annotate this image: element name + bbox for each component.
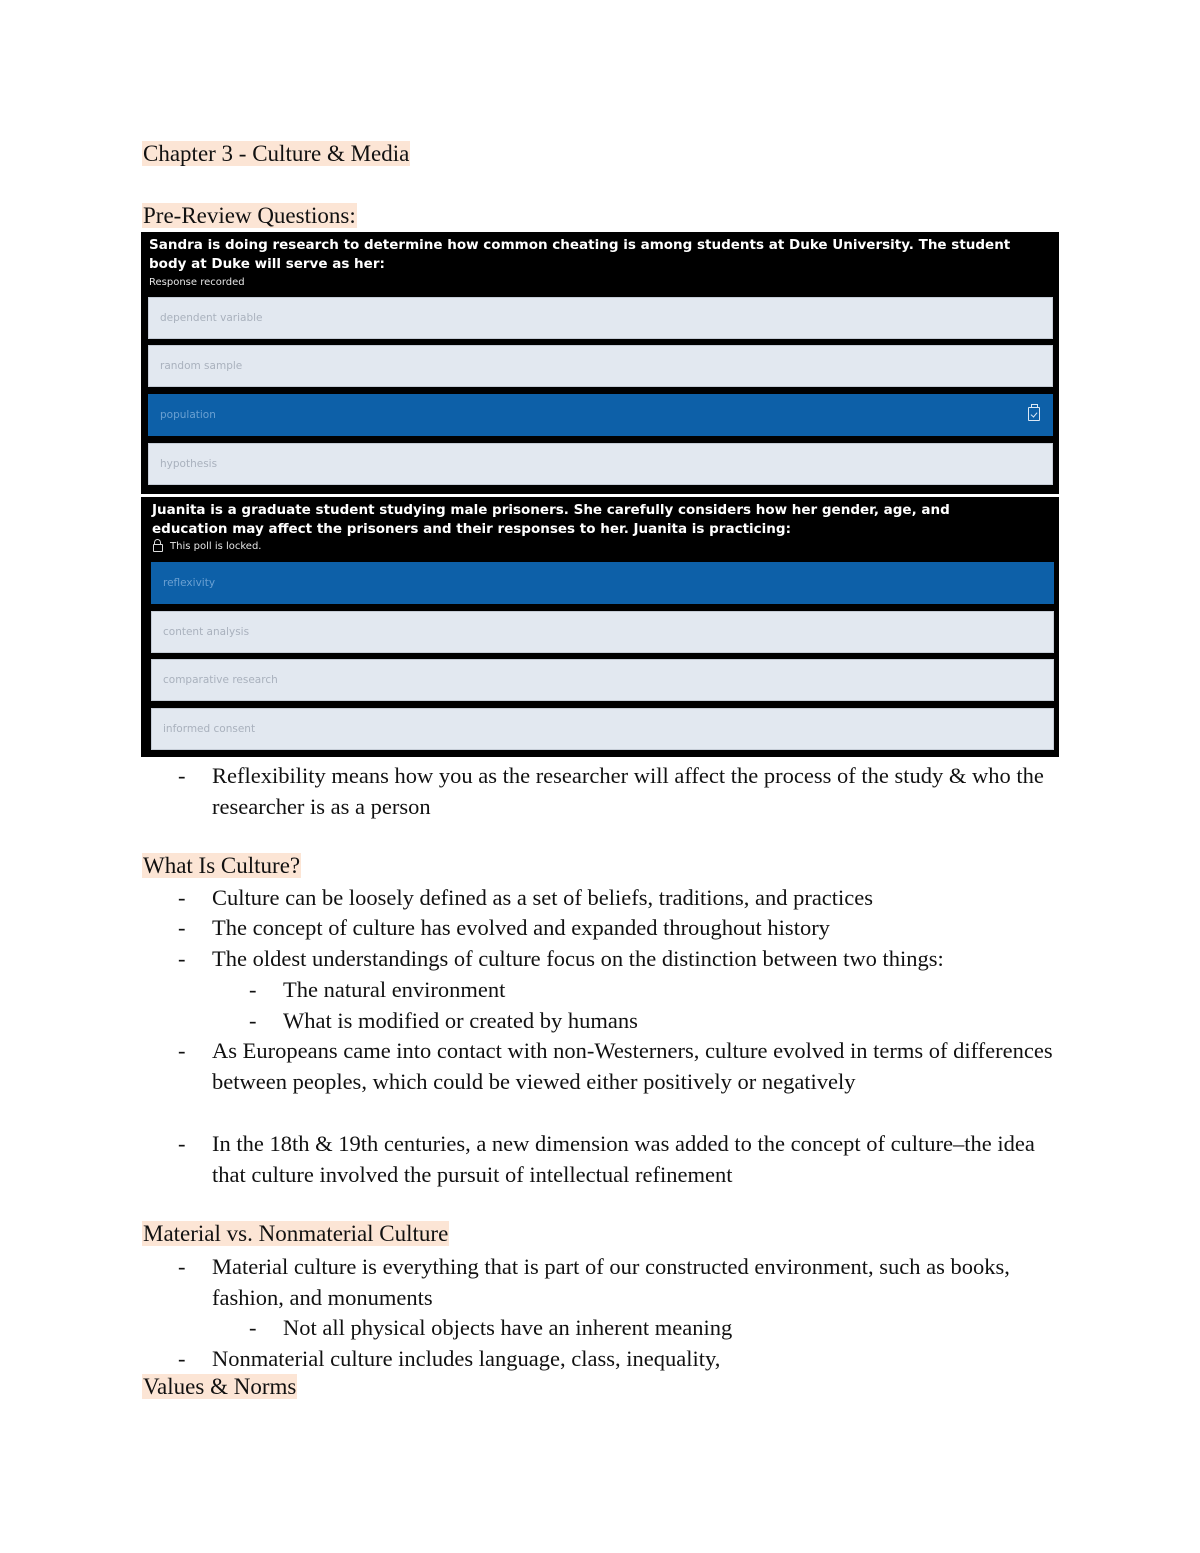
list-item-text: Material culture is everything that is part of our constructed environment, such as books, fashion, and monuments — [212, 1254, 1010, 1310]
list-item — [249, 1312, 1063, 1343]
poll-2-option-comparative-research[interactable] — [151, 659, 1054, 701]
list-item — [249, 974, 1063, 1005]
list-item — [249, 1005, 1063, 1036]
list-item — [178, 882, 1072, 913]
list-item-text: The concept of culture has evolved and expanded throughout history — [212, 915, 830, 940]
poll-2-status-text: This poll is locked. — [170, 541, 262, 552]
bullet-dash: - — [178, 1038, 186, 1063]
bullet-dash: - — [249, 977, 257, 1002]
list-item — [178, 912, 1072, 943]
section-heading-text: Values & Norms — [143, 1374, 297, 1399]
list-item — [178, 1035, 1072, 1097]
bullet-dash: - — [178, 1131, 186, 1156]
poll-1-option-dependent-variable[interactable] — [148, 297, 1053, 339]
reflexivity-note: Reflexibility means how you as the researcher will affect the process of the study & who the researcher is as a person — [212, 763, 1044, 819]
bullet-dash: - — [249, 1008, 257, 1033]
section-heading-text: What Is Culture? — [143, 853, 301, 878]
poll-1-option-population[interactable] — [148, 394, 1053, 436]
poll-1-question: Sandra is doing research to determine how common cheating is among students at Duke University. The student body at Duke will serve as her: — [149, 237, 1011, 272]
bullet-dash: - — [178, 946, 186, 971]
bullet-dash: - — [178, 915, 186, 940]
section-heading-culture — [142, 851, 301, 881]
list-item — [178, 1343, 1072, 1374]
poll-1-option-label: population — [160, 409, 216, 421]
list-item — [178, 1251, 1072, 1313]
section-heading-material — [142, 1219, 449, 1249]
bullet-dash: - — [178, 1346, 186, 1371]
bullet-dash: - — [249, 1315, 257, 1340]
section-heading-text: Material vs. Nonmaterial Culture — [143, 1221, 449, 1246]
poll-2-panel — [141, 497, 1059, 757]
poll-2-option-label: comparative research — [163, 674, 278, 686]
list-item-text: The oldest understandings of culture focus on the distinction between two things: — [212, 946, 944, 971]
poll-2-option-informed-consent[interactable] — [151, 708, 1054, 750]
poll-1-option-label: dependent variable — [160, 312, 263, 324]
poll-2-option-content-analysis[interactable] — [151, 611, 1054, 653]
section-heading-values — [142, 1372, 297, 1402]
list-item-text: What is modified or created by humans — [283, 1008, 638, 1033]
pre-review-heading — [142, 201, 357, 231]
poll-2-option-label: content analysis — [163, 626, 250, 638]
poll-1-status: Response recorded — [149, 277, 245, 288]
poll-1-option-hypothesis[interactable] — [148, 443, 1053, 485]
poll-1-option-random-sample[interactable] — [148, 345, 1053, 387]
page-title — [142, 139, 410, 169]
poll-2-option-label: informed consent — [163, 723, 256, 735]
list-item — [178, 760, 1072, 822]
pre-review-heading-text: Pre-Review Questions: — [143, 203, 356, 228]
list-item-text: Not all physical objects have an inherent meaning — [283, 1315, 733, 1340]
poll-2-option-reflexivity[interactable] — [151, 562, 1054, 604]
poll-1-option-label: random sample — [160, 360, 243, 372]
poll-2-question: Juanita is a graduate student studying male prisoners. She carefully considers how her gender, age, and education may affect the prisoners and their responses to her. Juanita is practicing: — [152, 502, 950, 537]
list-item — [178, 943, 1072, 974]
poll-1-option-label: hypothesis — [160, 458, 218, 470]
poll-2-status — [153, 541, 262, 552]
bullet-dash: - — [178, 763, 186, 788]
list-item-text: Nonmaterial culture includes language, class, inequality, — [212, 1346, 721, 1371]
list-item-text: As Europeans came into contact with non-Westerners, culture evolved in terms of differences between peoples, which could be viewed either positively or negatively — [212, 1038, 1053, 1094]
list-item-text: The natural environment — [283, 977, 506, 1002]
bullet-dash: - — [178, 885, 186, 910]
list-item-text: Culture can be loosely defined as a set of beliefs, traditions, and practices — [212, 885, 874, 910]
page-title-text: Chapter 3 - Culture & Media — [143, 141, 410, 166]
list-item-text: In the 18th & 19th centuries, a new dimension was added to the concept of culture–the idea that culture involved the pursuit of intellectual refinement — [212, 1131, 1035, 1187]
poll-2-option-label: reflexivity — [163, 577, 216, 589]
lock-icon — [153, 544, 163, 552]
bullet-dash: - — [178, 1254, 186, 1279]
list-item — [178, 1128, 1072, 1190]
clipboard-check-icon — [1028, 407, 1040, 421]
poll-1-panel — [141, 232, 1059, 494]
